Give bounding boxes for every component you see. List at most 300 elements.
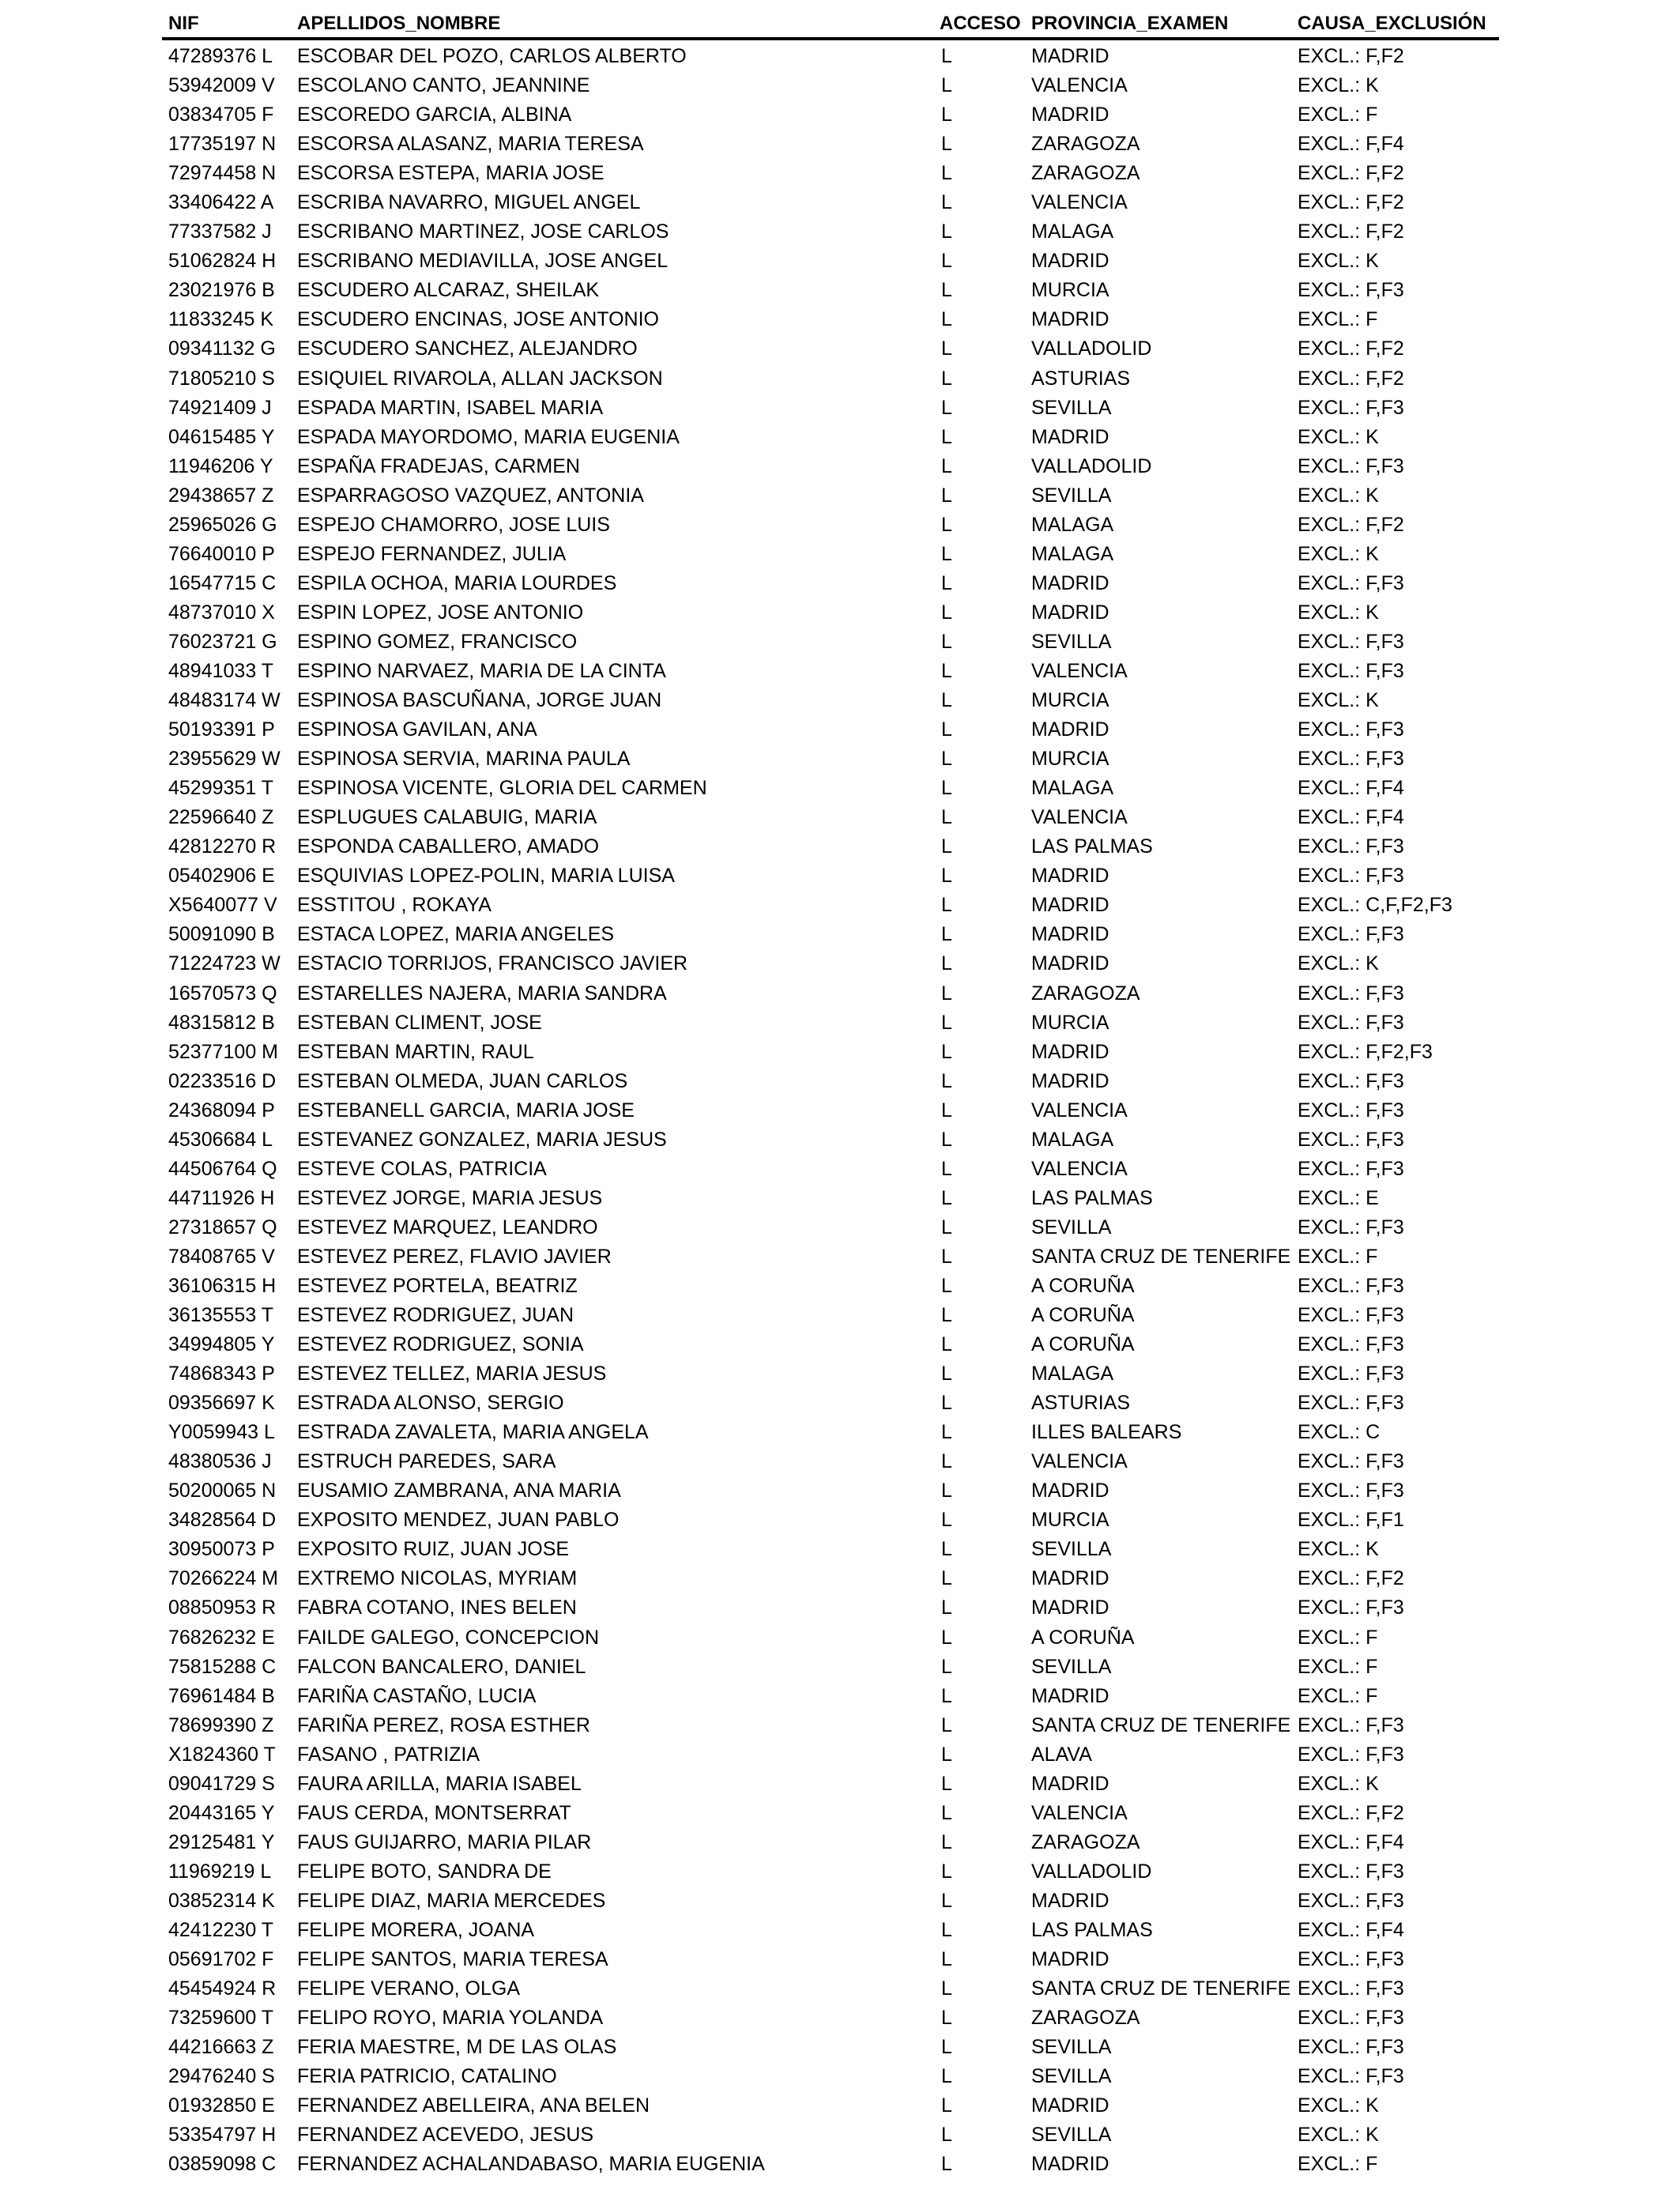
cell-acceso: L xyxy=(941,1480,952,1502)
cell-apellidos-nombre: ESCORSA ALASANZ, MARIA TERESA xyxy=(297,133,644,156)
cell-nif: 25965026 G xyxy=(168,513,277,536)
cell-causa-exclusion: EXCL.: F,F2 xyxy=(1298,221,1404,243)
cell-nif: 78699390 Z xyxy=(168,1713,274,1736)
cell-provincia-examen: MALAGA xyxy=(1031,542,1114,565)
cell-apellidos-nombre: ESPIN LOPEZ, JOSE ANTONIO xyxy=(297,601,584,624)
cell-acceso: L xyxy=(941,865,952,888)
cell-acceso: L xyxy=(941,923,952,946)
cell-provincia-examen: MALAGA xyxy=(1031,513,1114,536)
cell-nif: 05402906 E xyxy=(168,865,275,888)
cell-apellidos-nombre: ESPAÑA FRADEJAS, CARMEN xyxy=(297,454,580,477)
cell-provincia-examen: MADRID xyxy=(1031,425,1109,448)
table-row xyxy=(0,1857,1680,1887)
cell-acceso: L xyxy=(941,1245,952,1268)
cell-acceso: L xyxy=(941,1363,952,1385)
cell-nif: 42812270 R xyxy=(168,835,277,858)
cell-apellidos-nombre: FARIÑA CASTAÑO, LUCIA xyxy=(297,1684,537,1707)
table-row xyxy=(0,423,1680,452)
cell-causa-exclusion: EXCL.: F,F4 xyxy=(1298,1830,1404,1853)
cell-causa-exclusion: EXCL.: K xyxy=(1298,425,1379,448)
table-row xyxy=(0,1096,1680,1125)
cell-provincia-examen: VALLADOLID xyxy=(1031,1860,1152,1883)
table-row xyxy=(0,686,1680,715)
cell-acceso: L xyxy=(941,748,952,771)
table-row xyxy=(0,1682,1680,1711)
cell-causa-exclusion: EXCL.: F,F3 xyxy=(1298,1596,1404,1619)
cell-acceso: L xyxy=(941,2153,952,2176)
cell-acceso: L xyxy=(941,571,952,594)
cell-acceso: L xyxy=(941,221,952,243)
cell-apellidos-nombre: ESTEBANELL GARCIA, MARIA JOSE xyxy=(297,1099,635,1122)
cell-nif: 48380536 J xyxy=(168,1450,272,1473)
cell-acceso: L xyxy=(941,835,952,858)
cell-acceso: L xyxy=(941,1772,952,1795)
cell-nif: 71224723 W xyxy=(168,952,281,975)
cell-provincia-examen: VALENCIA xyxy=(1031,74,1128,97)
table-row xyxy=(0,2004,1680,2033)
cell-acceso: L xyxy=(941,74,952,97)
cell-nif: 09356697 K xyxy=(168,1392,275,1415)
cell-causa-exclusion: EXCL.: F,F3 xyxy=(1298,1480,1404,1502)
table-row xyxy=(0,2091,1680,2120)
cell-acceso: L xyxy=(941,337,952,360)
table-row xyxy=(0,1535,1680,1564)
cell-causa-exclusion: EXCL.: F,F4 xyxy=(1298,1919,1404,1941)
cell-nif: X1824360 T xyxy=(168,1743,276,1766)
cell-apellidos-nombre: ESPARRAGOSO VAZQUEZ, ANTONIA xyxy=(297,484,644,507)
cell-acceso: L xyxy=(941,191,952,214)
cell-apellidos-nombre: ESPADA MAYORDOMO, MARIA EUGENIA xyxy=(297,425,680,448)
cell-nif: X5640077 V xyxy=(168,894,277,917)
cell-apellidos-nombre: ESSTITOU , ROKAYA xyxy=(297,894,492,917)
cell-apellidos-nombre: ESCRIBANO MARTINEZ, JOSE CARLOS xyxy=(297,221,669,243)
cell-causa-exclusion: EXCL.: F,F3 xyxy=(1298,2007,1404,2030)
cell-acceso: L xyxy=(941,1333,952,1356)
table-row xyxy=(0,1272,1680,1301)
table-row xyxy=(0,130,1680,159)
cell-causa-exclusion: EXCL.: F,F3 xyxy=(1298,1889,1404,1912)
cell-apellidos-nombre: EXPOSITO MENDEZ, JUAN PABLO xyxy=(297,1509,620,1532)
header-acceso: ACCESO xyxy=(940,13,1021,34)
cell-provincia-examen: SEVILLA xyxy=(1031,1655,1112,1678)
cell-provincia-examen: MURCIA xyxy=(1031,689,1109,712)
cell-acceso: L xyxy=(941,1801,952,1824)
cell-apellidos-nombre: ESCORSA ESTEPA, MARIA JOSE xyxy=(297,162,605,185)
cell-nif: 45299351 T xyxy=(168,777,273,800)
cell-causa-exclusion: EXCL.: F,F3 xyxy=(1298,1216,1404,1238)
cell-causa-exclusion: EXCL.: K xyxy=(1298,1772,1379,1795)
cell-causa-exclusion: EXCL.: F,F4 xyxy=(1298,777,1404,800)
cell-provincia-examen: MADRID xyxy=(1031,1040,1109,1063)
cell-nif: 42412230 T xyxy=(168,1919,273,1941)
table-body xyxy=(0,42,1680,2179)
cell-nif: 47289376 L xyxy=(168,45,273,67)
cell-apellidos-nombre: FAUS GUIJARRO, MARIA PILAR xyxy=(297,1830,592,1853)
cell-apellidos-nombre: ESPONDA CABALLERO, AMADO xyxy=(297,835,600,858)
cell-provincia-examen: MADRID xyxy=(1031,1069,1109,1092)
table-row xyxy=(0,715,1680,745)
cell-provincia-examen: MALAGA xyxy=(1031,1128,1114,1151)
cell-causa-exclusion: EXCL.: F,F3 xyxy=(1298,2065,1404,2088)
table-row xyxy=(0,979,1680,1008)
cell-nif: 20443165 Y xyxy=(168,1801,275,1824)
table-row xyxy=(0,949,1680,978)
cell-causa-exclusion: EXCL.: F,F2 xyxy=(1298,191,1404,214)
table-row xyxy=(0,1653,1680,1682)
table-row xyxy=(0,1447,1680,1476)
cell-provincia-examen: MURCIA xyxy=(1031,1011,1109,1034)
cell-causa-exclusion: EXCL.: F,F3 xyxy=(1298,1333,1404,1356)
cell-causa-exclusion: EXCL.: F,F3 xyxy=(1298,835,1404,858)
cell-apellidos-nombre: FELIPE DIAZ, MARIA MERCEDES xyxy=(297,1889,606,1912)
cell-nif: 70266224 M xyxy=(168,1567,279,1590)
table-row xyxy=(0,920,1680,949)
table-row xyxy=(0,2033,1680,2062)
cell-nif: 16570573 Q xyxy=(168,982,277,1005)
cell-apellidos-nombre: FELIPE MORERA, JOANA xyxy=(297,1919,535,1941)
cell-nif: 33406422 A xyxy=(168,191,274,214)
header-nif: NIF xyxy=(168,13,199,34)
cell-causa-exclusion: EXCL.: F,F4 xyxy=(1298,133,1404,156)
cell-nif: 03834705 F xyxy=(168,104,274,126)
cell-provincia-examen: SANTA CRUZ DE TENERIFE xyxy=(1031,1713,1291,1736)
table-row xyxy=(0,598,1680,628)
cell-acceso: L xyxy=(941,718,952,741)
cell-acceso: L xyxy=(941,484,952,507)
cell-nif: 48737010 X xyxy=(168,601,275,624)
cell-acceso: L xyxy=(941,1392,952,1415)
cell-apellidos-nombre: ESPINOSA SERVIA, MARINA PAULA xyxy=(297,748,631,771)
cell-acceso: L xyxy=(941,1538,952,1561)
cell-nif: 17735197 N xyxy=(168,133,277,156)
cell-acceso: L xyxy=(941,1919,952,1941)
cell-nif: 71805210 S xyxy=(168,367,275,390)
cell-nif: 36135553 T xyxy=(168,1304,273,1327)
cell-provincia-examen: MADRID xyxy=(1031,45,1109,67)
cell-causa-exclusion: EXCL.: F xyxy=(1298,308,1378,331)
cell-apellidos-nombre: ESTRADA ZAVALETA, MARIA ANGELA xyxy=(297,1421,649,1444)
table-row xyxy=(0,305,1680,334)
cell-acceso: L xyxy=(941,982,952,1005)
cell-apellidos-nombre: ESCOREDO GARCIA, ALBINA xyxy=(297,104,572,126)
cell-nif: 29125481 Y xyxy=(168,1830,275,1853)
cell-causa-exclusion: EXCL.: F,F3 xyxy=(1298,1157,1404,1180)
cell-causa-exclusion: EXCL.: F,F3 xyxy=(1298,454,1404,477)
cell-nif: 50200065 N xyxy=(168,1480,277,1502)
cell-provincia-examen: LAS PALMAS xyxy=(1031,835,1153,858)
cell-apellidos-nombre: ESTACIO TORRIJOS, FRANCISCO JAVIER xyxy=(297,952,688,975)
cell-apellidos-nombre: ESPINOSA GAVILAN, ANA xyxy=(297,718,537,741)
cell-apellidos-nombre: ESPLUGUES CALABUIG, MARIA xyxy=(297,806,597,829)
cell-provincia-examen: SANTA CRUZ DE TENERIFE xyxy=(1031,1245,1291,1268)
cell-causa-exclusion: EXCL.: F,F2 xyxy=(1298,513,1404,536)
cell-acceso: L xyxy=(941,454,952,477)
cell-provincia-examen: A CORUÑA xyxy=(1031,1274,1135,1297)
cell-causa-exclusion: EXCL.: F xyxy=(1298,1626,1378,1649)
cell-causa-exclusion: EXCL.: F,F2,F3 xyxy=(1298,1040,1433,1063)
cell-provincia-examen: MADRID xyxy=(1031,1596,1109,1619)
cell-provincia-examen: VALENCIA xyxy=(1031,191,1128,214)
cell-apellidos-nombre: ESCOBAR DEL POZO, CARLOS ALBERTO xyxy=(297,45,687,67)
cell-provincia-examen: ALAVA xyxy=(1031,1743,1092,1766)
table-row xyxy=(0,1623,1680,1653)
cell-provincia-examen: VALENCIA xyxy=(1031,1157,1128,1180)
cell-acceso: L xyxy=(941,2036,952,2059)
table-row xyxy=(0,1916,1680,1945)
cell-causa-exclusion: EXCL.: F,F3 xyxy=(1298,1948,1404,1971)
table-row xyxy=(0,1799,1680,1828)
table-row xyxy=(0,276,1680,305)
cell-apellidos-nombre: EXPOSITO RUIZ, JUAN JOSE xyxy=(297,1538,570,1561)
cell-causa-exclusion: EXCL.: K xyxy=(1298,601,1379,624)
cell-causa-exclusion: EXCL.: K xyxy=(1298,2094,1379,2117)
cell-apellidos-nombre: FERNANDEZ ABELLEIRA, ANA BELEN xyxy=(297,2094,650,2117)
cell-provincia-examen: ZARAGOZA xyxy=(1031,162,1140,185)
cell-apellidos-nombre: FAURA ARILLA, MARIA ISABEL xyxy=(297,1772,582,1795)
cell-apellidos-nombre: ESTARELLES NAJERA, MARIA SANDRA xyxy=(297,982,667,1005)
cell-acceso: L xyxy=(941,1304,952,1327)
cell-provincia-examen: SEVILLA xyxy=(1031,2124,1112,2147)
cell-provincia-examen: MADRID xyxy=(1031,1567,1109,1590)
cell-apellidos-nombre: ESTEVANEZ GONZALEZ, MARIA JESUS xyxy=(297,1128,667,1151)
cell-nif: 29476240 S xyxy=(168,2065,275,2088)
header-rule xyxy=(162,37,1499,40)
cell-provincia-examen: VALENCIA xyxy=(1031,806,1128,829)
header-provincia-examen: PROVINCIA_EXAMEN xyxy=(1031,13,1229,34)
cell-acceso: L xyxy=(941,1743,952,1766)
cell-acceso: L xyxy=(941,1099,952,1122)
cell-causa-exclusion: EXCL.: F,F3 xyxy=(1298,923,1404,946)
cell-acceso: L xyxy=(941,1655,952,1678)
cell-provincia-examen: VALENCIA xyxy=(1031,1450,1128,1473)
cell-apellidos-nombre: ESTEVE COLAS, PATRICIA xyxy=(297,1157,547,1180)
cell-provincia-examen: ZARAGOZA xyxy=(1031,133,1140,156)
table-row xyxy=(0,1155,1680,1184)
cell-apellidos-nombre: ESTEBAN OLMEDA, JUAN CARLOS xyxy=(297,1069,628,1092)
cell-causa-exclusion: EXCL.: F,F3 xyxy=(1298,1128,1404,1151)
cell-acceso: L xyxy=(941,1186,952,1209)
cell-causa-exclusion: EXCL.: F,F3 xyxy=(1298,1450,1404,1473)
cell-apellidos-nombre: ESPINOSA VICENTE, GLORIA DEL CARMEN xyxy=(297,777,707,800)
cell-apellidos-nombre: FERIA MAESTRE, M DE LAS OLAS xyxy=(297,2036,617,2059)
cell-causa-exclusion: EXCL.: K xyxy=(1298,484,1379,507)
cell-apellidos-nombre: FELIPO ROYO, MARIA YOLANDA xyxy=(297,2007,604,2030)
cell-provincia-examen: SEVILLA xyxy=(1031,1216,1112,1238)
cell-causa-exclusion: EXCL.: F,F3 xyxy=(1298,1713,1404,1736)
cell-apellidos-nombre: FAILDE GALEGO, CONCEPCION xyxy=(297,1626,600,1649)
cell-apellidos-nombre: ESTEVEZ MARQUEZ, LEANDRO xyxy=(297,1216,598,1238)
cell-apellidos-nombre: ESPINO GOMEZ, FRANCISCO xyxy=(297,630,578,653)
cell-nif: 44216663 Z xyxy=(168,2036,274,2059)
cell-acceso: L xyxy=(941,1040,952,1063)
table-row xyxy=(0,481,1680,511)
cell-nif: 09341132 G xyxy=(168,337,276,360)
cell-nif: 52377100 M xyxy=(168,1040,279,1063)
table-row xyxy=(0,71,1680,100)
cell-apellidos-nombre: ESTEVEZ RODRIGUEZ, JUAN xyxy=(297,1304,574,1327)
cell-causa-exclusion: EXCL.: K xyxy=(1298,2124,1379,2147)
cell-causa-exclusion: EXCL.: F,F3 xyxy=(1298,1099,1404,1122)
table-row xyxy=(0,452,1680,481)
cell-causa-exclusion: EXCL.: F,F3 xyxy=(1298,659,1404,682)
cell-acceso: L xyxy=(941,542,952,565)
cell-provincia-examen: MADRID xyxy=(1031,601,1109,624)
cell-acceso: L xyxy=(941,601,952,624)
table-row xyxy=(0,1418,1680,1447)
cell-apellidos-nombre: ESTRADA ALONSO, SERGIO xyxy=(297,1392,564,1415)
cell-nif: 48483174 W xyxy=(168,689,281,712)
cell-provincia-examen: MADRID xyxy=(1031,571,1109,594)
cell-nif: 04615485 Y xyxy=(168,425,275,448)
cell-acceso: L xyxy=(941,1450,952,1473)
cell-causa-exclusion: EXCL.: K xyxy=(1298,542,1379,565)
cell-apellidos-nombre: ESIQUIEL RIVAROLA, ALLAN JACKSON xyxy=(297,367,663,390)
cell-causa-exclusion: EXCL.: F,F4 xyxy=(1298,806,1404,829)
cell-acceso: L xyxy=(941,104,952,126)
cell-nif: 05691702 F xyxy=(168,1948,274,1971)
cell-causa-exclusion: EXCL.: F,F3 xyxy=(1298,1363,1404,1385)
cell-causa-exclusion: EXCL.: F xyxy=(1298,1655,1378,1678)
cell-apellidos-nombre: EUSAMIO ZAMBRANA, ANA MARIA xyxy=(297,1480,621,1502)
cell-apellidos-nombre: FERNANDEZ ACHALANDABASO, MARIA EUGENIA xyxy=(297,2153,765,2176)
cell-causa-exclusion: EXCL.: F,F3 xyxy=(1298,1011,1404,1034)
cell-acceso: L xyxy=(941,1157,952,1180)
cell-provincia-examen: A CORUÑA xyxy=(1031,1626,1135,1649)
cell-provincia-examen: MADRID xyxy=(1031,718,1109,741)
cell-nif: Y0059943 L xyxy=(168,1421,275,1444)
cell-provincia-examen: VALENCIA xyxy=(1031,659,1128,682)
cell-acceso: L xyxy=(941,425,952,448)
table-row xyxy=(0,1125,1680,1155)
table-row xyxy=(0,42,1680,71)
cell-acceso: L xyxy=(941,777,952,800)
table-row xyxy=(0,569,1680,598)
cell-apellidos-nombre: FELIPE VERANO, OLGA xyxy=(297,1977,521,2000)
table-row xyxy=(0,1945,1680,1974)
table-row xyxy=(0,334,1680,364)
cell-provincia-examen: MURCIA xyxy=(1031,1509,1109,1532)
cell-nif: 22596640 Z xyxy=(168,806,274,829)
cell-provincia-examen: VALENCIA xyxy=(1031,1099,1128,1122)
cell-causa-exclusion: EXCL.: F,F3 xyxy=(1298,865,1404,888)
cell-nif: 09041729 S xyxy=(168,1772,275,1795)
cell-apellidos-nombre: ESTEVEZ PORTELA, BEATRIZ xyxy=(297,1274,578,1297)
cell-nif: 16547715 C xyxy=(168,571,277,594)
cell-nif: 24368094 P xyxy=(168,1099,275,1122)
cell-provincia-examen: ILLES BALEARS xyxy=(1031,1421,1182,1444)
cell-nif: 11969219 L xyxy=(168,1860,272,1883)
cell-acceso: L xyxy=(941,1977,952,2000)
cell-acceso: L xyxy=(941,1069,952,1092)
cell-provincia-examen: SEVILLA xyxy=(1031,630,1112,653)
cell-provincia-examen: SEVILLA xyxy=(1031,2065,1112,2088)
cell-apellidos-nombre: ESCUDERO ALCARAZ, SHEILAK xyxy=(297,279,600,302)
cell-apellidos-nombre: ESTEVEZ JORGE, MARIA JESUS xyxy=(297,1186,603,1209)
cell-provincia-examen: MALAGA xyxy=(1031,777,1114,800)
table-row xyxy=(0,657,1680,686)
cell-provincia-examen: MADRID xyxy=(1031,1772,1109,1795)
table-row xyxy=(0,159,1680,188)
table-row xyxy=(0,1184,1680,1213)
cell-acceso: L xyxy=(941,630,952,653)
cell-acceso: L xyxy=(941,1713,952,1736)
cell-causa-exclusion: EXCL.: K xyxy=(1298,952,1379,975)
cell-provincia-examen: MALAGA xyxy=(1031,1363,1114,1385)
table-row xyxy=(0,1301,1680,1330)
table-row xyxy=(0,247,1680,276)
cell-apellidos-nombre: FASANO , PATRIZIA xyxy=(297,1743,480,1766)
cell-nif: 76961484 B xyxy=(168,1684,275,1707)
cell-apellidos-nombre: ESQUIVIAS LOPEZ-POLIN, MARIA LUISA xyxy=(297,865,675,888)
cell-causa-exclusion: EXCL.: F xyxy=(1298,2153,1378,2176)
cell-acceso: L xyxy=(941,308,952,331)
table-row xyxy=(0,217,1680,247)
table-row xyxy=(0,188,1680,217)
cell-provincia-examen: MALAGA xyxy=(1031,221,1114,243)
cell-causa-exclusion: EXCL.: F xyxy=(1298,104,1378,126)
cell-nif: 74868343 P xyxy=(168,1363,275,1385)
table-row xyxy=(0,1476,1680,1506)
table-row xyxy=(0,1506,1680,1535)
cell-nif: 27318657 Q xyxy=(168,1216,277,1238)
cell-acceso: L xyxy=(941,1509,952,1532)
cell-causa-exclusion: EXCL.: F,F1 xyxy=(1298,1509,1404,1532)
cell-nif: 50193391 P xyxy=(168,718,275,741)
cell-acceso: L xyxy=(941,1216,952,1238)
table-row xyxy=(0,2150,1680,2179)
table-row xyxy=(0,1711,1680,1740)
cell-nif: 77337582 J xyxy=(168,221,272,243)
cell-causa-exclusion: EXCL.: F,F2 xyxy=(1298,162,1404,185)
cell-acceso: L xyxy=(941,1860,952,1883)
cell-provincia-examen: A CORUÑA xyxy=(1031,1333,1135,1356)
cell-nif: 11833245 K xyxy=(168,308,273,331)
cell-acceso: L xyxy=(941,45,952,67)
cell-provincia-examen: MADRID xyxy=(1031,952,1109,975)
cell-provincia-examen: MADRID xyxy=(1031,2153,1109,2176)
table-row xyxy=(0,745,1680,774)
cell-acceso: L xyxy=(941,162,952,185)
cell-acceso: L xyxy=(941,2007,952,2030)
cell-acceso: L xyxy=(941,1567,952,1590)
cell-acceso: L xyxy=(941,1626,952,1649)
cell-nif: 53942009 V xyxy=(168,74,275,97)
cell-acceso: L xyxy=(941,1830,952,1853)
table-row xyxy=(0,861,1680,891)
cell-provincia-examen: ZARAGOZA xyxy=(1031,1830,1140,1853)
table-row xyxy=(0,803,1680,832)
table-row xyxy=(0,1770,1680,1799)
cell-causa-exclusion: EXCL.: F,F3 xyxy=(1298,1392,1404,1415)
cell-acceso: L xyxy=(941,250,952,273)
cell-causa-exclusion: EXCL.: K xyxy=(1298,689,1379,712)
cell-provincia-examen: MADRID xyxy=(1031,2094,1109,2117)
cell-nif: 23021976 B xyxy=(168,279,275,302)
table-row xyxy=(0,832,1680,861)
table-row xyxy=(0,1213,1680,1242)
cell-acceso: L xyxy=(941,513,952,536)
cell-apellidos-nombre: ESTACA LOPEZ, MARIA ANGELES xyxy=(297,923,615,946)
cell-acceso: L xyxy=(941,952,952,975)
cell-provincia-examen: MADRID xyxy=(1031,104,1109,126)
cell-provincia-examen: MURCIA xyxy=(1031,748,1109,771)
header-causa-exclusion: CAUSA_EXCLUSIÓN xyxy=(1298,13,1486,34)
cell-acceso: L xyxy=(941,1596,952,1619)
cell-nif: 30950073 P xyxy=(168,1538,275,1561)
cell-acceso: L xyxy=(941,2124,952,2147)
cell-nif: 44506764 Q xyxy=(168,1157,277,1180)
cell-acceso: L xyxy=(941,133,952,156)
